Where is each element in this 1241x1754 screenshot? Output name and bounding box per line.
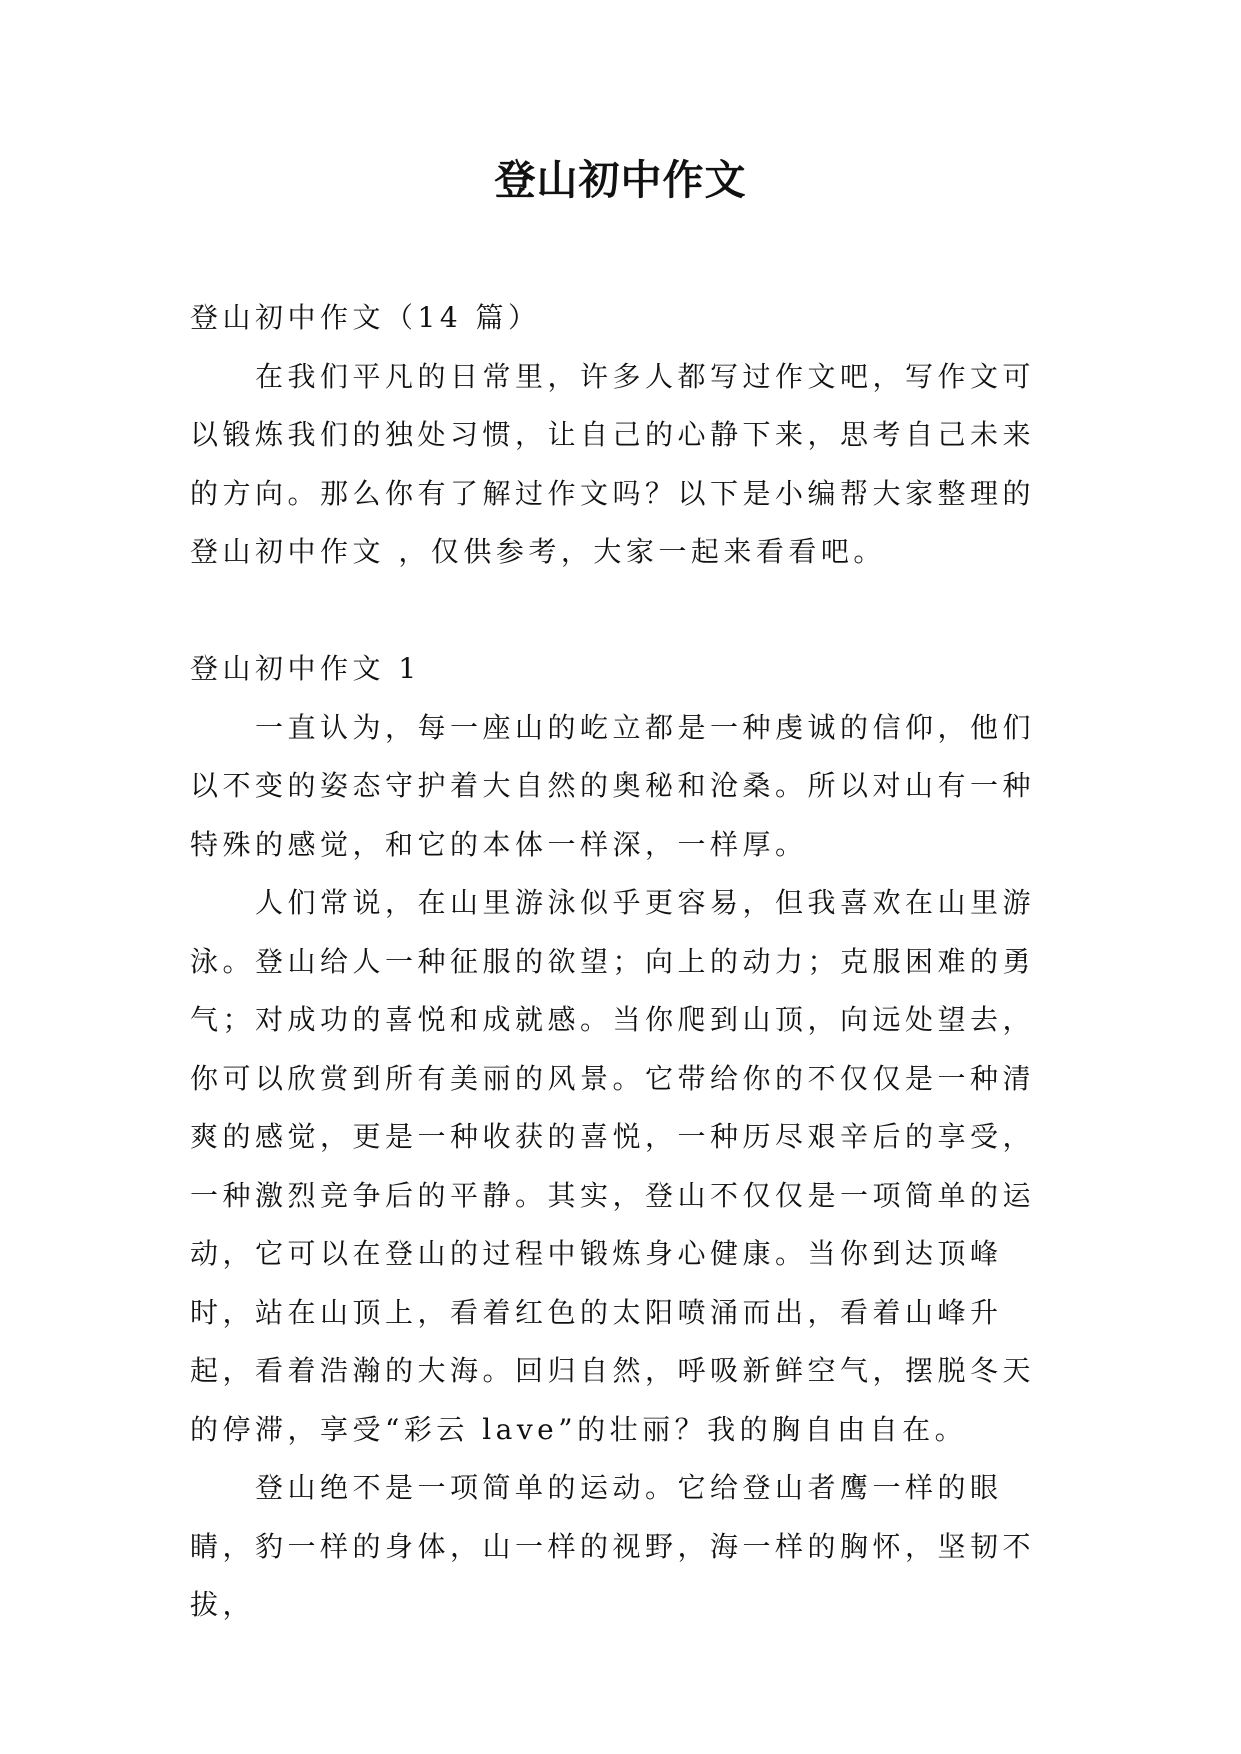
document-subtitle: 登山初中作文（14 篇） <box>190 301 541 334</box>
intro-paragraph: 在我们平凡的日常里，许多人都写过作文吧，写作文可以锻炼我们的独处习惯，让自己的心静下来，思考自己未来的方向。那么你有了解过作文吗？以下是小编帮大家整理的登山初中作文 ，仅供参考，大家一起来看看吧。 <box>190 359 1036 568</box>
section-heading: 登山初中作文 1 <box>190 652 421 685</box>
document-title: 登山初中作文 <box>494 156 747 204</box>
body-paragraph: 登山绝不是一项简单的运动。它给登山者鹰一样的眼睛，豹一样的身体，山一样的视野，海一样的胸怀，坚韧不拔， <box>190 1471 1036 1621</box>
body-paragraph: 一直认为，每一座山的屹立都是一种虔诚的信仰，他们以不变的姿态守护着大自然的奥秘和沧桑。所以对山有一种特殊的感觉，和它的本体一样深，一样厚。 <box>190 710 1036 861</box>
document-body <box>190 289 1054 1635</box>
body-paragraph: 人们常说，在山里游泳似乎更容易，但我喜欢在山里游泳。登山给人一种征服的欲望；向上的动力；克服困难的勇气；对成功的喜悦和成就感。当你爬到山顶，向远处望去，你可以欣赏到所有美丽的风景。它带给你的不仅仅是一种清爽的感觉，更是一种收获的喜悦，一种历尽艰辛后的享受，一种激烈竞争后的平静。其实，登山不仅仅是一项简单的运动，它可以在登山的过程中锻炼身心健康。当你到达顶峰时，站在山顶上，看着红色的太阳喷涌而出，看着山峰升起，看着浩瀚的大海。回归自然，呼吸新鲜空气，摆脱冬天的停滞，享受“彩云 lave”的壮丽？我的胸自由自在。 <box>190 886 1036 1446</box>
